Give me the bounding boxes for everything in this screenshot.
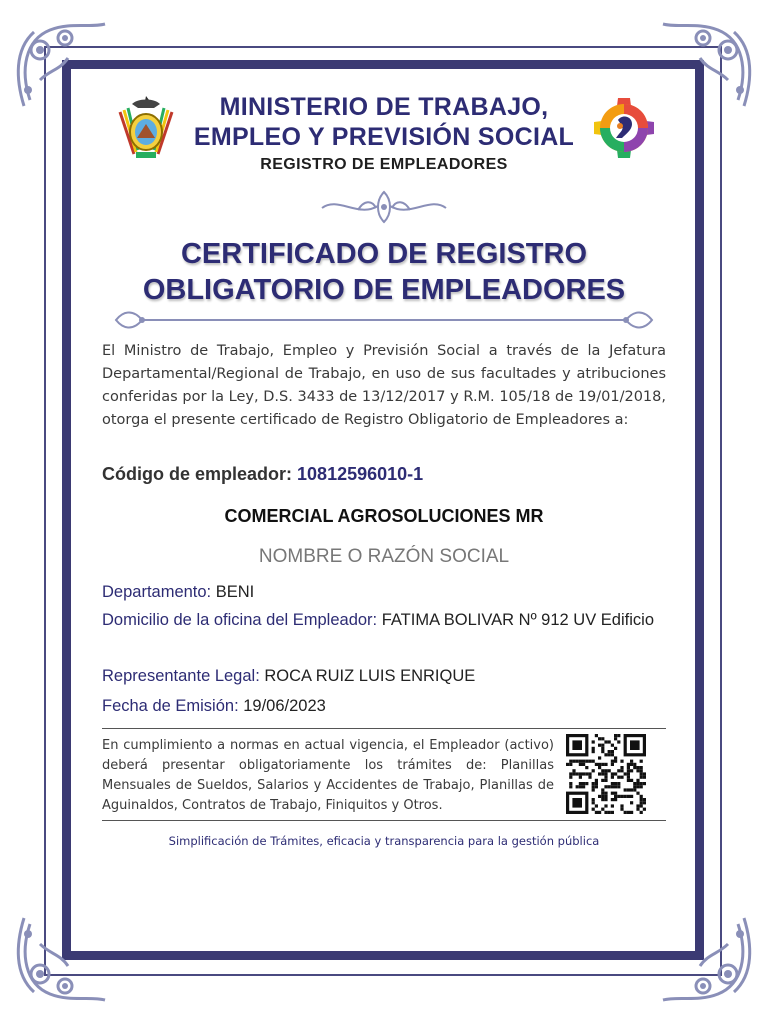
ministry-line-2: EMPLEO Y PREVISIÓN SOCIAL xyxy=(193,123,575,151)
department-value: BENI xyxy=(215,583,255,601)
employer-code xyxy=(102,464,423,485)
corner-ornament-icon xyxy=(648,904,758,1014)
corner-ornament-icon xyxy=(10,904,120,1014)
company-name: COMERCIAL AGROSOLUCIONES MR xyxy=(224,506,544,526)
compliance-notice: En cumplimiento a normas en actual vigencia, el Empleador (activo) deberá presentar obligatoriamente los trámites de: Planillas Mensuales de Sueldos, Salarios y Accidentes de Trabajo, Planillas de Aguinaldos, Contratos de Trabajo, Finiquitos y Otros. xyxy=(102,738,554,813)
ministry-name xyxy=(180,92,588,152)
certificate-title-line-2: OBLIGATORIO DE EMPLEADORES xyxy=(142,274,626,306)
employer-code-label: Código de empleador: xyxy=(102,464,293,484)
certificate-header xyxy=(110,90,658,180)
registry-subtitle: REGISTRO DE EMPLEADORES xyxy=(260,156,508,173)
employer-code-value: 10812596010-1 xyxy=(297,464,424,484)
address-field xyxy=(102,606,666,634)
slogan: Simplificación de Trámites, eficacia y transparencia para la gestión pública xyxy=(168,834,600,848)
department-field xyxy=(102,578,666,606)
company-name-caption: NOMBRE O RAZÓN SOCIAL xyxy=(258,546,510,567)
certificate-intro-text: El Ministro de Trabajo, Empleo y Previsión Social a través de la Jefatura Departamental/Regional de Trabajo, en uso de sus facultades y atribuciones conferidas por la Ley, D.S. 3433 de 13/12/2017 y R.M. 105/18 de 19/01/2018, otorga el presente certificado de Registro Obligatorio de Empleadores a: xyxy=(102,343,666,428)
qr-code-icon xyxy=(566,734,646,814)
representative-value: ROCA RUIZ LUIS ENRIQUE xyxy=(264,667,476,685)
corner-ornament-icon xyxy=(10,10,120,120)
flourish-ornament-icon xyxy=(318,188,450,226)
certificate-title xyxy=(100,236,668,308)
gear-logo-icon xyxy=(592,94,656,162)
divider-ornament-icon xyxy=(112,306,656,334)
corner-ornament-icon xyxy=(648,10,758,120)
issue-date-field xyxy=(102,692,666,720)
footer-divider-top xyxy=(102,728,666,729)
representative-label: Representante Legal: xyxy=(102,667,260,685)
representative-field xyxy=(102,662,666,690)
address-value: FATIMA BOLIVAR Nº 912 UV Edificio xyxy=(381,611,654,629)
address-label: Domicilio de la oficina del Empleador: xyxy=(102,611,378,629)
footer-divider-bottom xyxy=(102,820,666,821)
certificate-title-line-1: CERTIFICADO DE REGISTRO xyxy=(180,238,587,270)
issue-date-label: Fecha de Emisión: xyxy=(102,697,239,715)
ministry-line-1: MINISTERIO DE TRABAJO, xyxy=(219,93,549,121)
department-label: Departamento: xyxy=(102,583,212,601)
coat-of-arms-icon xyxy=(114,92,178,164)
issue-date-value: 19/06/2023 xyxy=(243,697,326,715)
